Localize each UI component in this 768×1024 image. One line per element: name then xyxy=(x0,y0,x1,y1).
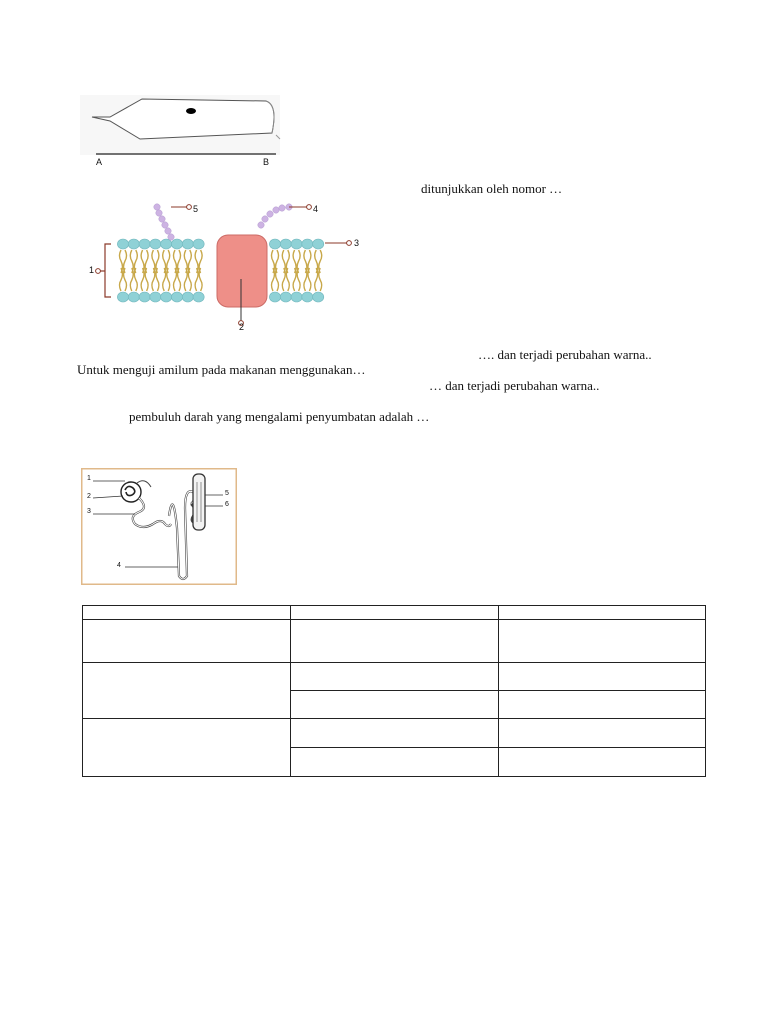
nephron-label-6: 6 xyxy=(225,501,229,508)
table-cell xyxy=(499,620,706,663)
table-cell xyxy=(291,748,499,777)
answer-table xyxy=(82,605,706,777)
nephron-label-5: 5 xyxy=(225,490,229,497)
membrane-label-4: 4 xyxy=(313,204,319,214)
label-b: B xyxy=(263,157,270,167)
table-row xyxy=(83,620,706,663)
table-row xyxy=(83,663,706,691)
figure-cell-sketch xyxy=(80,95,280,175)
table-cell xyxy=(291,719,499,748)
table-header-row xyxy=(83,606,706,620)
table-row xyxy=(83,719,706,748)
membrane-label-5: 5 xyxy=(193,204,199,214)
table-cell xyxy=(83,620,291,663)
nephron-label-3: 3 xyxy=(87,508,91,515)
figure-nephron xyxy=(81,468,237,585)
table-cell xyxy=(83,663,291,719)
nephron-label-2: 2 xyxy=(87,493,91,500)
nephron-label-4: 4 xyxy=(117,562,121,569)
table-cell xyxy=(291,663,499,691)
label-a: A xyxy=(96,157,103,167)
table-cell xyxy=(499,719,706,748)
question-blood-vessel-text: pembuluh darah yang mengalami penyumbatan adalah … xyxy=(129,409,430,424)
table-cell xyxy=(291,606,499,620)
table-cell xyxy=(83,606,291,620)
table-cell xyxy=(83,719,291,777)
color-change-line-2: … dan terjadi perubahan warna.. xyxy=(429,378,600,393)
table-cell xyxy=(499,691,706,719)
table-cell xyxy=(499,606,706,620)
membrane-label-1: 1 xyxy=(89,265,95,275)
table-cell xyxy=(499,748,706,777)
membrane-label-3: 3 xyxy=(354,238,360,248)
table-cell xyxy=(291,620,499,663)
membrane-label-2: 2 xyxy=(239,322,245,332)
nephron-label-1: 1 xyxy=(87,475,91,482)
color-change-line-1: …. dan terjadi perubahan warna.. xyxy=(478,347,652,362)
question-amilum-text: Untuk menguji amilum pada makanan menggunakan… xyxy=(77,362,366,377)
table-cell xyxy=(291,691,499,719)
figure-cell-membrane xyxy=(85,195,365,335)
question-membrane-text: ditunjukkan oleh nomor … xyxy=(421,181,563,196)
table-cell xyxy=(499,663,706,691)
